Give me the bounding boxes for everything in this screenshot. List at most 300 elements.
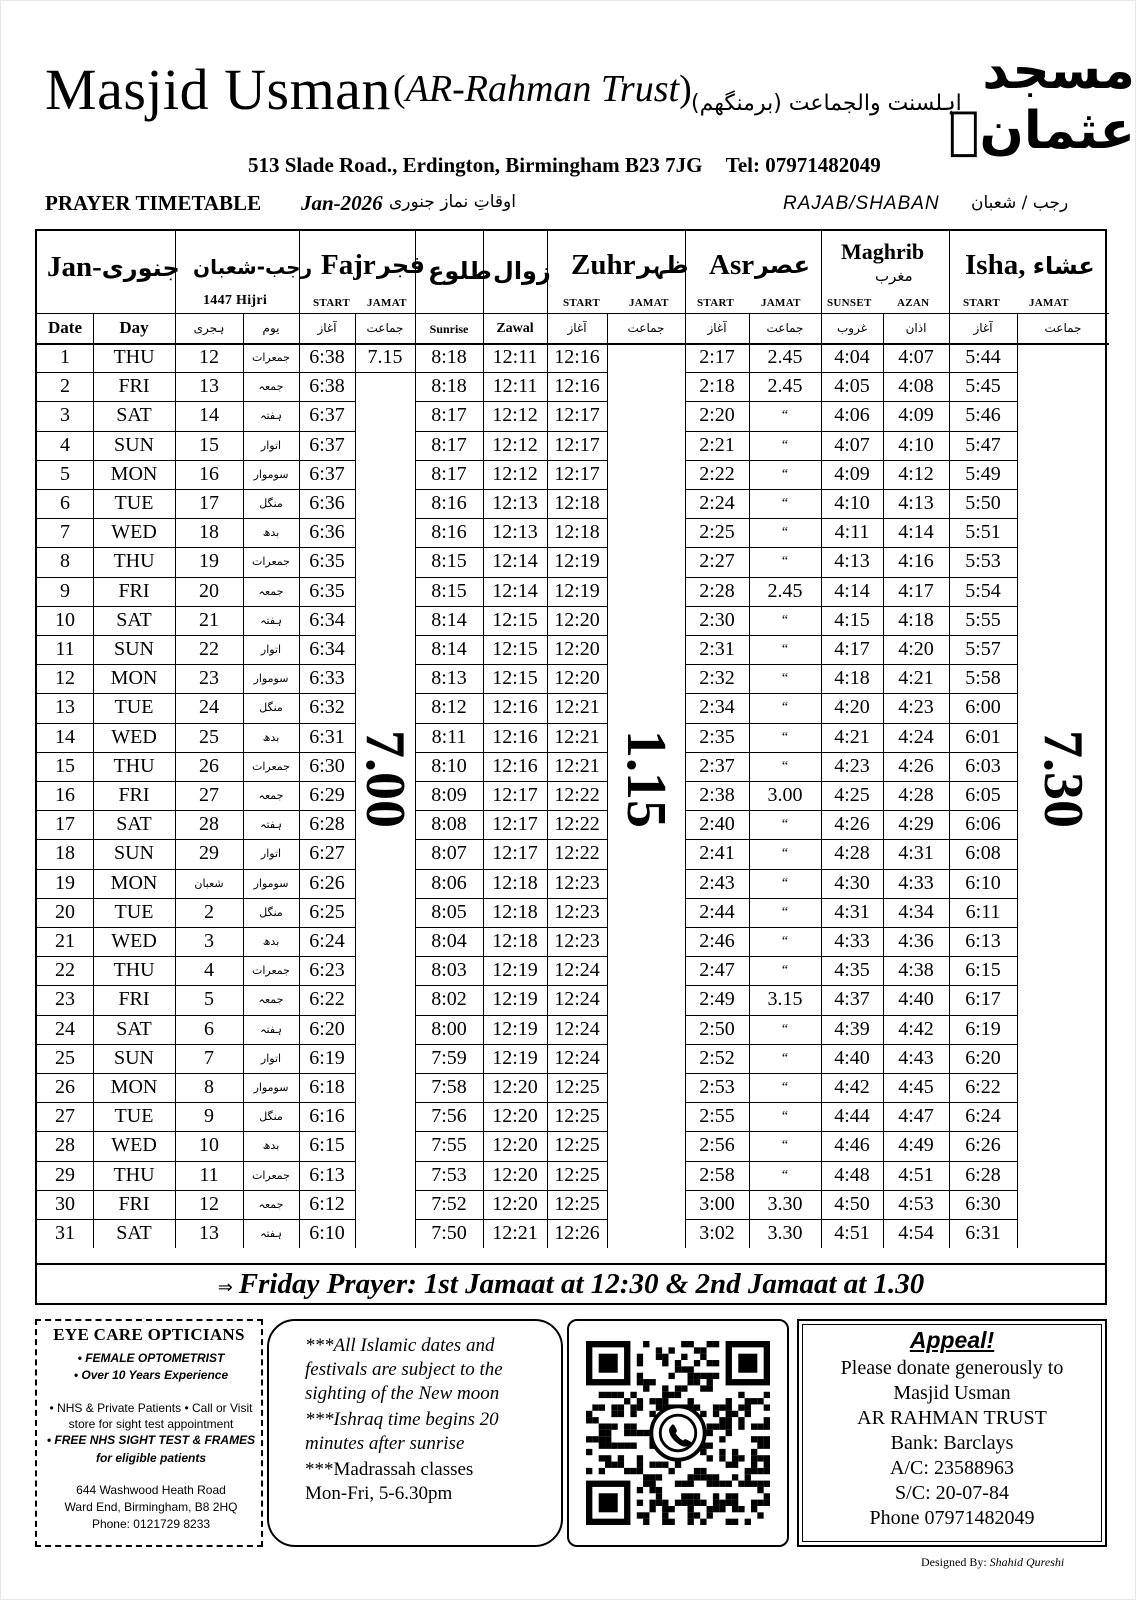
- table-row: [37, 927, 1109, 956]
- cell-day: SUN: [113, 433, 154, 456]
- cell-azan: 4:13: [898, 492, 934, 514]
- cell-day-ur: جمعرات: [252, 1168, 290, 1182]
- month-label: Jan-2026: [301, 191, 383, 215]
- cell-asr: 2:21: [699, 433, 735, 456]
- subheader-zuhr-start-urdu: آغاز: [567, 321, 587, 335]
- zuhr-start-label: START: [563, 297, 600, 309]
- cell-asr: 2:43: [699, 871, 735, 894]
- table-row: [37, 781, 1109, 810]
- cell-azan: 4:09: [898, 404, 934, 427]
- cell-date: 10: [55, 608, 75, 631]
- fajr-start-label: START: [313, 297, 350, 309]
- cell-sunset: 4:05: [834, 375, 870, 398]
- designed-by: Designed By: Shahid Qureshi: [921, 1555, 1065, 1569]
- cell-sunset: 4:09: [834, 462, 870, 485]
- cell-asr-j: “: [781, 671, 789, 687]
- eye-address-2: Ward End, Birmingham, B8 2HQ: [64, 1500, 238, 1514]
- cell-sunrise: 8:15: [431, 579, 467, 602]
- table-row: [37, 1044, 1109, 1073]
- cell-day-ur: سوموار: [253, 672, 289, 686]
- cell-asr: 2:17: [699, 346, 735, 368]
- asr-start-label: START: [697, 297, 734, 309]
- cell-sunset: 4:37: [834, 988, 870, 1011]
- cell-isha: 6:30: [965, 1192, 1001, 1215]
- cell-fajr: 6:37: [309, 404, 345, 427]
- cell-fajr: 6:28: [309, 813, 345, 836]
- table-row: [37, 869, 1109, 898]
- cell-azan: 4:38: [898, 959, 934, 982]
- appeal-box: [797, 1319, 1107, 1547]
- cell-day: FRI: [118, 784, 150, 806]
- cell-hijri: 10: [199, 1134, 219, 1157]
- prayer-timetable: [35, 229, 1107, 1305]
- cell-zawal: 12:18: [492, 871, 538, 894]
- cell-zawal: 12:20: [492, 1192, 538, 1215]
- cell-day-ur: ہفتہ: [260, 818, 282, 832]
- cell-azan: 4:54: [898, 1222, 934, 1244]
- cell-sunset: 4:18: [834, 667, 870, 690]
- cell-day-ur: سوموار: [253, 467, 289, 481]
- eye-care-title: EYE CARE OPTICIANS: [53, 1325, 245, 1344]
- qr-code-box: [567, 1319, 789, 1547]
- cell-zuhr: 12:23: [554, 871, 600, 894]
- cell-sunrise: 7:52: [431, 1192, 467, 1215]
- cell-azan: 4:40: [898, 988, 934, 1011]
- cell-sunrise: 7:53: [431, 1163, 467, 1186]
- cell-azan: 4:12: [898, 462, 934, 485]
- appeal-line-6: S/C: 20-07-84: [895, 1482, 1009, 1504]
- cell-asr: 3:02: [699, 1222, 735, 1244]
- isha-start-label: START: [963, 297, 1000, 309]
- cell-date: 28: [55, 1134, 75, 1157]
- cell-day-ur: ہفتہ: [260, 1022, 282, 1036]
- cell-zawal: 12:11: [492, 375, 538, 398]
- cell-zuhr: 12:22: [554, 813, 600, 836]
- cell-day: THU: [113, 1163, 155, 1186]
- cell-zuhr: 12:25: [554, 1163, 600, 1186]
- cell-day-ur: اتوار: [260, 438, 282, 452]
- cell-asr-j: 3.30: [767, 1192, 803, 1215]
- cell-asr-j: 2.45: [767, 375, 803, 398]
- header-fajr-urdu: فجر: [377, 251, 425, 279]
- table-row: [37, 431, 1109, 460]
- cell-hijri: 3: [204, 930, 214, 952]
- cell-date: 31: [55, 1222, 75, 1244]
- notes-box: [267, 1319, 563, 1547]
- cell-asr-j: “: [781, 1080, 789, 1095]
- urdu-title: مسجد عثمانؓ: [948, 41, 1135, 161]
- cell-date: 13: [55, 696, 75, 719]
- cell-asr: 2:50: [699, 1017, 735, 1040]
- cell-sunrise: 8:10: [431, 754, 467, 777]
- cell-asr-j: 3.00: [767, 784, 803, 806]
- urdu-timetable-label: اوقاتِ نماز جنوری: [389, 192, 516, 212]
- subheader-day: Day: [119, 318, 149, 337]
- header-hijri-year: 1447 Hijri: [203, 293, 268, 308]
- cell-day: TUE: [114, 696, 154, 719]
- cell-isha: 6:15: [965, 959, 1001, 982]
- cell-day: MON: [110, 871, 158, 894]
- cell-date: 22: [55, 959, 75, 982]
- cell-sunrise: 8:08: [431, 813, 467, 836]
- cell-sunset: 4:06: [834, 404, 870, 427]
- cell-day-ur: بدھ: [262, 526, 280, 540]
- cell-asr-j: 2.45: [767, 579, 803, 602]
- cell-date: 4: [60, 433, 70, 456]
- cell-sunset: 4:48: [834, 1163, 870, 1186]
- cell-hijri: 15: [199, 433, 219, 456]
- cell-zuhr: 12:22: [554, 842, 600, 865]
- cell-hijri: 4: [204, 959, 214, 982]
- appeal-line-7: Phone 07971482049: [869, 1507, 1035, 1529]
- cell-sunset: 4:04: [834, 346, 870, 368]
- cell-isha: 6:17: [965, 988, 1001, 1011]
- cell-asr-j: “: [781, 846, 789, 862]
- cell-azan: 4:24: [898, 725, 934, 748]
- cell-hijri: 26: [199, 754, 219, 777]
- header-fajr: Fajr: [321, 249, 376, 281]
- telephone: Tel: 07971482049: [725, 153, 881, 177]
- cell-fajr: 6:27: [309, 842, 345, 865]
- table-row: [37, 1073, 1109, 1102]
- cell-date: 20: [55, 900, 75, 923]
- cell-fajr: 6:35: [309, 579, 345, 602]
- maghrib-azan-label: AZAN: [897, 297, 930, 309]
- cell-hijri: 11: [199, 1163, 219, 1186]
- cell-fajr: 6:36: [309, 492, 345, 514]
- friday-prayer-banner: [35, 1263, 1107, 1305]
- cell-hijri: 7: [204, 1046, 214, 1069]
- header-asr-urdu: عصر: [755, 251, 810, 279]
- cell-sunset: 4:07: [834, 433, 870, 456]
- cell-sunrise: 8:07: [431, 842, 467, 865]
- cell-zawal: 12:19: [492, 1017, 538, 1040]
- eye-phone: Phone: 0121729 8233: [91, 1517, 211, 1531]
- cell-azan: 4:31: [898, 842, 934, 865]
- cell-date: 14: [55, 725, 75, 748]
- cell-hijri: 17: [199, 492, 219, 514]
- cell-fajr: 6:10: [309, 1222, 345, 1244]
- cell-fajr: 6:30: [309, 754, 345, 777]
- table-row: [37, 577, 1109, 606]
- cell-day: TUE: [114, 492, 154, 514]
- cell-sunrise: 7:55: [431, 1134, 467, 1157]
- cell-day: SAT: [116, 1222, 152, 1244]
- cell-hijri: 24: [199, 696, 219, 719]
- header-isha: Isha, عشاء: [965, 249, 1095, 281]
- cell-date: 15: [55, 754, 75, 777]
- cell-day: SAT: [116, 813, 152, 836]
- cell-asr: 2:18: [699, 375, 735, 398]
- cell-sunrise: 8:14: [431, 608, 467, 631]
- cell-day: THU: [113, 550, 155, 573]
- cell-day: WED: [111, 521, 157, 544]
- cell-day-ur: جمعہ: [258, 993, 284, 1007]
- cell-day-ur: جمعرات: [252, 759, 290, 773]
- cell-asr-j: “: [781, 525, 789, 541]
- cell-zuhr: 12:24: [554, 1046, 600, 1069]
- table-row: [37, 547, 1109, 576]
- cell-zawal: 12:19: [492, 1046, 538, 1069]
- cell-zuhr: 12:25: [554, 1134, 600, 1157]
- cell-day-ur: منگل: [259, 1110, 283, 1124]
- cell-azan: 4:18: [898, 608, 934, 631]
- cell-zuhr: 12:20: [554, 638, 600, 660]
- trust-name: (AR-Rahman Trust): [393, 68, 692, 110]
- cell-zuhr: 12:23: [554, 930, 600, 952]
- cell-asr: 2:56: [699, 1134, 735, 1157]
- cell-fajr: 6:20: [309, 1017, 345, 1040]
- cell-zawal: 12:18: [492, 900, 538, 923]
- eye-line-3: • NHS & Private Patients • Call or Visit: [49, 1401, 253, 1415]
- eye-line-5: • FREE NHS SIGHT TEST & FRAMES: [46, 1433, 256, 1447]
- cell-hijri: 6: [204, 1017, 214, 1040]
- cell-fajr: 6:34: [309, 608, 345, 631]
- eye-address-1: 644 Washwood Heath Road: [76, 1483, 226, 1497]
- cell-sunset: 4:11: [834, 521, 870, 544]
- cell-hijri: 16: [199, 462, 219, 485]
- cell-zuhr: 12:18: [554, 521, 600, 544]
- header-jan: Jan-جنوری: [47, 251, 180, 283]
- eye-care-ad: [35, 1319, 263, 1547]
- table-row: [37, 1102, 1109, 1131]
- cell-day-ur: جمعہ: [258, 584, 284, 598]
- cell-zuhr: 12:24: [554, 1017, 600, 1040]
- cell-azan: 4:45: [898, 1076, 934, 1098]
- address: 513 Slade Road., Erdington, Birmingham B23 7JG: [248, 153, 703, 177]
- cell-day: THU: [113, 346, 155, 368]
- cell-day: TUE: [114, 1105, 154, 1128]
- cell-sunrise: 8:06: [431, 871, 467, 894]
- arrow-icon: ⇒: [217, 1277, 233, 1297]
- cell-asr: 2:20: [699, 404, 735, 427]
- cell-azan: 4:17: [898, 579, 934, 602]
- eye-line-2: • Over 10 Years Experience: [73, 1368, 229, 1382]
- appeal-line-4: Bank: Barclays: [890, 1432, 1014, 1454]
- cell-day: WED: [111, 1134, 157, 1157]
- cell-asr-j: “: [781, 612, 789, 628]
- cell-isha: 6:11: [965, 900, 1001, 923]
- cell-day: SUN: [113, 638, 154, 660]
- cell-day: THU: [113, 959, 155, 982]
- cell-fajr: 6:38: [309, 375, 345, 398]
- friday-prayer-text: Friday Prayer: 1st Jamaat at 12:30 & 2nd Jamaat at 1.30: [238, 1268, 925, 1300]
- cell-asr: 2:58: [699, 1163, 735, 1186]
- cell-asr: 2:52: [699, 1046, 735, 1069]
- qr-code[interactable]: [586, 1341, 770, 1525]
- zuhr-jamat-label: JAMAT: [629, 297, 669, 309]
- note-1b: festivals are subject to the: [305, 1359, 503, 1380]
- cell-hijri: 5: [204, 988, 214, 1011]
- cell-day-ur: جمعرات: [252, 964, 290, 978]
- appeal-title: Appeal!: [909, 1327, 995, 1353]
- cell-isha: 6:20: [965, 1046, 1001, 1069]
- cell-zawal: 12:20: [492, 1076, 538, 1098]
- cell-azan: 4:21: [898, 667, 934, 690]
- subheader-asr-start-urdu: آغاز: [707, 321, 727, 335]
- cell-fajr: 6:12: [309, 1192, 345, 1215]
- cell-asr-j: 3.30: [767, 1222, 803, 1244]
- cell-asr-j: “: [781, 700, 789, 716]
- cell-asr: 2:44: [699, 900, 735, 923]
- cell-asr: 2:32: [699, 667, 735, 690]
- cell-azan: 4:26: [898, 754, 934, 777]
- cell-sunrise: 8:15: [431, 550, 467, 573]
- cell-fajr: 6:33: [309, 667, 345, 690]
- cell-sunset: 4:42: [834, 1076, 870, 1098]
- subheader-zuhr-jamat-urdu: جماعت: [627, 321, 665, 335]
- cell-date: 17: [55, 813, 75, 836]
- cell-azan: 4:33: [898, 871, 934, 894]
- cell-date: 2: [60, 375, 70, 398]
- cell-date: 1: [60, 346, 70, 368]
- cell-day-ur: ہفتہ: [260, 409, 282, 423]
- cell-asr-j: “: [781, 1167, 789, 1183]
- cell-isha: 6:31: [965, 1222, 1001, 1244]
- cell-sunrise: 8:02: [431, 988, 467, 1011]
- cell-sunrise: 8:16: [431, 492, 467, 514]
- cell-zawal: 12:12: [492, 433, 538, 456]
- cell-sunset: 4:15: [834, 608, 870, 631]
- cell-isha: 5:49: [965, 462, 1001, 485]
- cell-zawal: 12:16: [492, 725, 538, 748]
- cell-zuhr: 12:20: [554, 667, 600, 690]
- cell-day: SAT: [116, 608, 152, 631]
- cell-day: MON: [110, 1076, 158, 1098]
- cell-date: 8: [60, 550, 70, 573]
- cell-zuhr: 12:19: [554, 579, 600, 602]
- table-row: [37, 460, 1109, 489]
- cell-sunrise: 7:50: [431, 1222, 467, 1244]
- cell-zuhr: 12:23: [554, 900, 600, 923]
- cell-hijri: 28: [199, 813, 219, 836]
- subheader-sunrise: Sunrise: [429, 322, 469, 336]
- cell-zawal: 12:17: [492, 813, 538, 836]
- cell-day: WED: [111, 725, 157, 748]
- cell-asr-j: “: [781, 934, 789, 949]
- cell-isha: 6:05: [965, 784, 1001, 806]
- cell-azan: 4:23: [898, 696, 934, 719]
- appeal-line-2: Masjid Usman: [893, 1382, 1011, 1404]
- cell-zawal: 12:20: [492, 1163, 538, 1186]
- urdu-subtitle: اہلسنت والجماعت (برمنگھم): [691, 91, 962, 116]
- cell-fajr: 6:22: [309, 988, 345, 1011]
- cell-date: 27: [55, 1105, 75, 1128]
- cell-day: MON: [110, 462, 158, 485]
- cell-sunset: 4:40: [834, 1046, 870, 1069]
- cell-zawal: 12:20: [492, 1105, 538, 1128]
- cell-asr: 2:30: [699, 608, 735, 631]
- cell-zuhr: 12:25: [554, 1076, 600, 1098]
- cell-sunrise: 8:04: [431, 930, 467, 952]
- table-row: [37, 343, 1109, 372]
- cell-asr: 2:37: [699, 754, 735, 777]
- grid-line: [37, 313, 1109, 314]
- hijri-months-urdu: رجب / شعبان: [971, 193, 1069, 213]
- note-1c: sighting of the New moon: [305, 1383, 500, 1404]
- cell-zawal: 12:17: [492, 784, 538, 806]
- eye-line-1: • FEMALE OPTOMETRIST: [77, 1351, 225, 1365]
- note-1a: ***All Islamic dates and: [305, 1335, 495, 1356]
- cell-fajr: 6:25: [309, 900, 345, 923]
- header-maghrib-urdu: مغرب: [875, 267, 913, 285]
- cell-sunrise: 8:14: [431, 638, 467, 660]
- cell-fajr: 6:38: [309, 346, 345, 368]
- cell-asr-j: “: [781, 642, 789, 657]
- cell-isha: 5:58: [965, 667, 1001, 690]
- cell-asr: 2:25: [699, 521, 735, 544]
- table-row: [37, 985, 1109, 1014]
- cell-sunrise: 8:18: [431, 346, 467, 368]
- cell-sunset: 4:10: [834, 492, 870, 514]
- cell-isha: 5:44: [965, 346, 1001, 368]
- cell-date: 25: [55, 1046, 75, 1069]
- cell-isha: 6:28: [965, 1163, 1001, 1186]
- table-row: [37, 372, 1109, 401]
- table-row: [37, 1161, 1109, 1190]
- cell-isha: 6:01: [965, 725, 1001, 748]
- cell-hijri: 21: [199, 608, 219, 631]
- cell-fajr: 6:29: [309, 784, 345, 806]
- cell-sunrise: 7:58: [431, 1076, 467, 1098]
- cell-azan: 4:49: [898, 1134, 934, 1157]
- header-maghrib: Maghrib: [841, 239, 925, 264]
- note-3b: Mon-Fri, 5-6.30pm: [305, 1483, 453, 1504]
- cell-zawal: 12:21: [492, 1222, 538, 1244]
- cell-date: 19: [55, 871, 75, 894]
- cell-azan: 4:29: [898, 813, 934, 836]
- cell-asr: 2:35: [699, 725, 735, 748]
- cell-asr-j: “: [781, 1050, 789, 1066]
- subheader-asr-jamat-urdu: جماعت: [766, 321, 804, 335]
- cell-hijri: 8: [204, 1076, 214, 1098]
- cell-day-ur: منگل: [259, 497, 283, 510]
- cell-asr-j: “: [781, 466, 789, 482]
- cell-zuhr: 12:25: [554, 1192, 600, 1215]
- header-zawal-urdu: زوال: [493, 257, 551, 285]
- cell-zuhr: 12:17: [554, 462, 600, 485]
- cell-fajr: 6:36: [309, 521, 345, 544]
- cell-day-ur: جمعہ: [258, 789, 284, 802]
- cell-day: TUE: [114, 900, 154, 923]
- cell-azan: 4:08: [898, 375, 934, 398]
- cell-asr-j: “: [781, 1021, 789, 1037]
- header-zuhr: Zuhr: [571, 249, 636, 281]
- cell-date: 24: [55, 1017, 75, 1040]
- cell-date: 18: [55, 842, 75, 865]
- cell-asr: 2:47: [699, 959, 735, 982]
- note-3a: ***Madrassah classes: [305, 1459, 474, 1480]
- cell-asr: 2:40: [699, 813, 735, 836]
- cell-fajr-jamat-first: 7.15: [367, 346, 403, 368]
- cell-date: 9: [60, 579, 70, 602]
- cell-zawal: 12:18: [492, 930, 538, 952]
- cell-asr: 2:55: [699, 1105, 735, 1128]
- cell-hijri: 27: [199, 784, 219, 806]
- cell-sunset: 4:46: [834, 1134, 870, 1157]
- cell-sunset: 4:23: [834, 754, 870, 777]
- subheader-zawal: Zawal: [496, 321, 534, 336]
- cell-sunrise: 8:00: [431, 1017, 467, 1040]
- cell-zawal: 12:14: [492, 550, 538, 573]
- cell-day: SUN: [113, 842, 154, 865]
- cell-day: SAT: [116, 404, 152, 427]
- subheader-azan-urdu: اذان: [905, 321, 927, 335]
- table-row: [37, 401, 1109, 430]
- cell-hijri: 23: [199, 667, 219, 690]
- cell-zawal: 12:17: [492, 842, 538, 865]
- cell-hijri: 13: [199, 1222, 219, 1244]
